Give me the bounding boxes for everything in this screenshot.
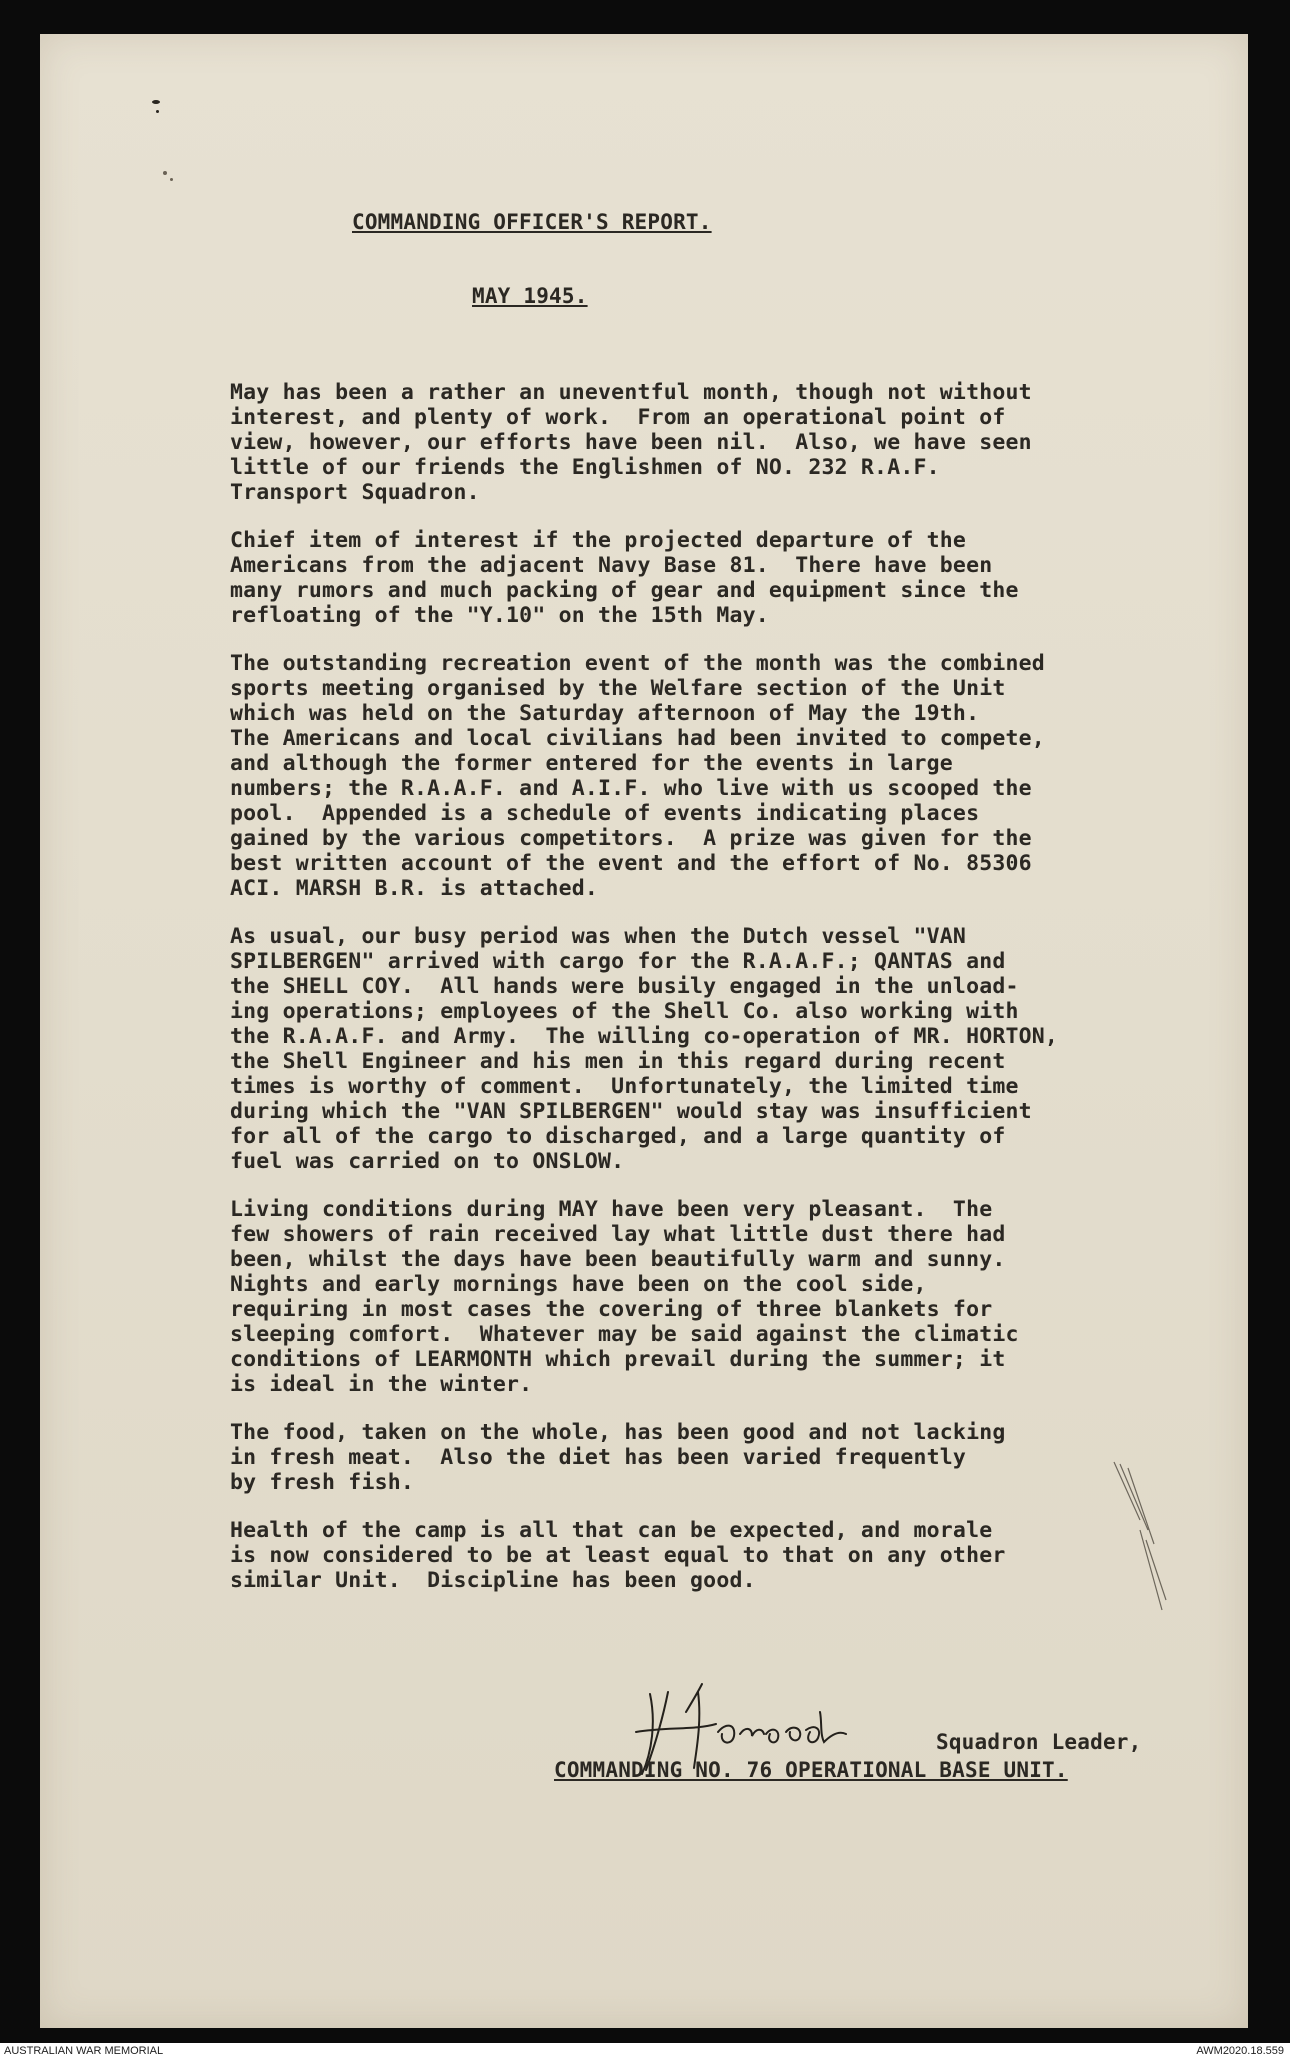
paragraph: The outstanding recreation event of the month was the combined sports meeting organised by the Welfare section of the Unit which was held on the Saturday afternoon of May the 19th. The Americans and local civilians had been invited to compete, and although the former entered for the events in large numbers; the R.A.A.F. and A.I.F. who live with us scooped the pool. Appended is a schedule of events indicating places gained by the various competitors. A prize was given for the best written account of the event and the effort of No. 85306 ACI. MARSH B.R. is attached. bbox=[230, 651, 1045, 901]
paragraph: As usual, our busy period was when the Dutch vessel "VAN SPILBERGEN" arrived with cargo for the R.A.A.F.; QANTAS and the SHELL COY. All hands were busily engaged in the unload- ing operations; employees of the Shell Co. also working with the R.A.A.F. and Army. The willing co-operation of MR. HORTON, the Shell Engineer and his men in this regard during recent times is worthy of comment. Unfortunately, the limited time during which the "VAN SPILBERGEN" would stay was insufficient for all of the cargo to discharged, and a large quantity of fuel was carried on to ONSLOW. bbox=[230, 924, 1059, 1174]
footer-bar bbox=[0, 2043, 1290, 2061]
paragraph: Chief item of interest if the projected departure of the Americans from the adjacent Navy Base 81. There have been many rumors and much packing of gear and equipment since the refloating of the "Y.10" on the 15th May. bbox=[230, 528, 1019, 628]
archive-accession-number: AWM2020.18.559 bbox=[1196, 2045, 1284, 2057]
paragraph: May has been a rather an uneventful month, though not without interest, and plenty of work. From an operational point of view, however, our efforts have been nil. Also, we have seen little of our friends the Englishmen of NO. 232 R.A.F. Transport Squadron. bbox=[230, 380, 1032, 505]
paragraph: The food, taken on the whole, has been good and not lacking in fresh meat. Also the diet has been varied frequently by fresh fish. bbox=[230, 1420, 1006, 1495]
signature-block bbox=[540, 1672, 1180, 1792]
paragraph: Health of the camp is all that can be expected, and morale is now considered to be at least equal to that on any other similar Unit. Discipline has been good. bbox=[230, 1518, 1006, 1593]
paper-speck bbox=[156, 110, 159, 113]
paper-speck bbox=[152, 100, 160, 104]
report-period: MAY 1945. bbox=[472, 284, 588, 308]
signatory-rank: Squadron Leader, bbox=[936, 1730, 1142, 1754]
paper-speck bbox=[170, 178, 173, 181]
signatory-unit: COMMANDING NO. 76 OPERATIONAL BASE UNIT. bbox=[554, 1758, 1068, 1782]
margin-pencil-marks bbox=[1110, 1460, 1170, 1620]
paragraph: Living conditions during MAY have been very pleasant. The few showers of rain received lay what little dust there had been, whilst the days have been beautifully warm and sunny. Nights and early mornings have been on the cool side, requiring in most cases the covering of three blankets for sleeping comfort. Whatever may be said against the climatic conditions of LEARMONTH which prevail during the summer; it is ideal in the winter. bbox=[230, 1197, 1019, 1397]
report-body bbox=[230, 380, 1190, 1616]
report-title: COMMANDING OFFICER'S REPORT. bbox=[352, 210, 712, 234]
paper-speck bbox=[163, 171, 167, 175]
archive-credit: AUSTRALIAN WAR MEMORIAL bbox=[4, 2045, 164, 2057]
